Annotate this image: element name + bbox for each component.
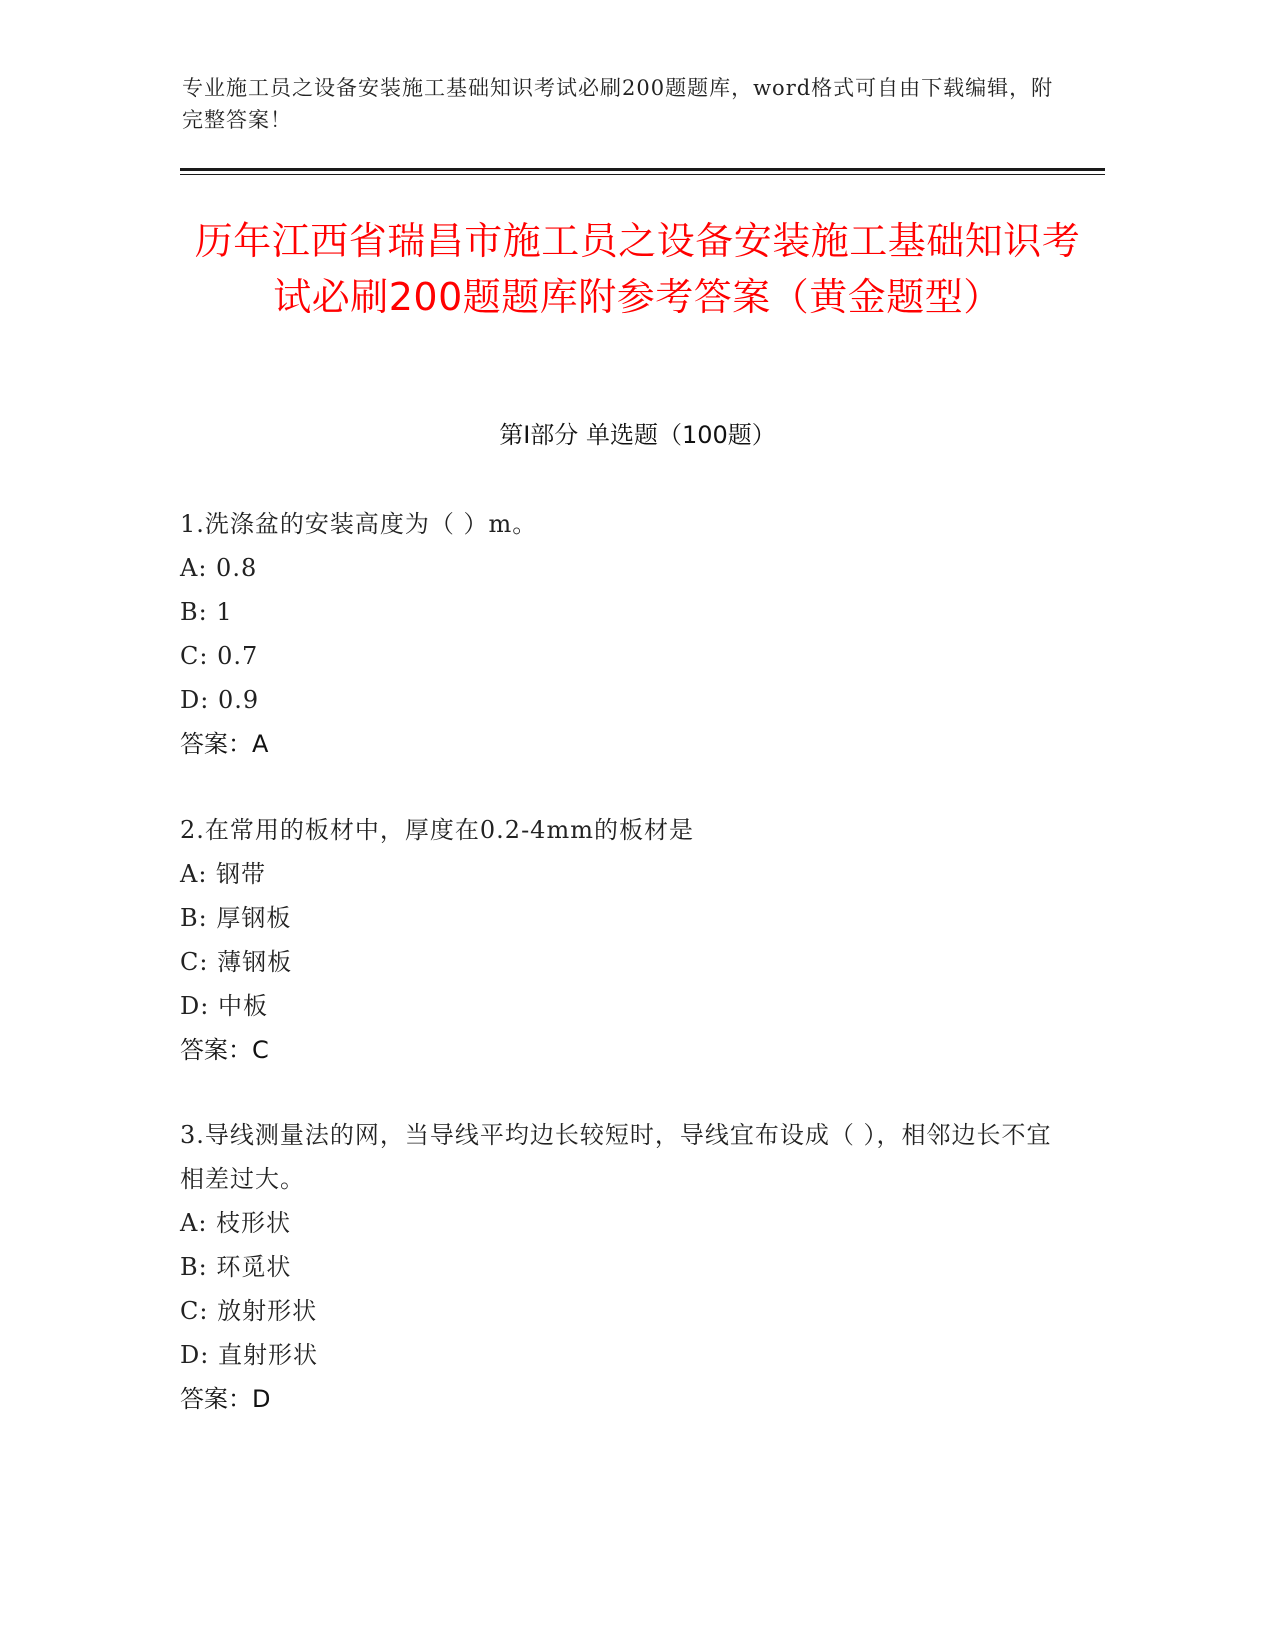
section-title: 第Ⅰ部分 单选题（100题） [499, 421, 776, 449]
question-2 [180, 808, 1060, 1072]
question-stem: 2.在常用的板材中，厚度在0.2-4mm的板材是 [180, 816, 694, 844]
answer: 答案：D [180, 1385, 271, 1413]
option-b: B: 厚钢板 [180, 904, 292, 932]
option-d: D: 中板 [180, 992, 268, 1020]
document-title: 历年江西省瑞昌市施工员之设备安装施工基础知识考试必刷200题题库附参考答案（黄金题型） [194, 219, 1081, 319]
answer: 答案：A [180, 730, 269, 758]
option-b: B: 环觅状 [180, 1253, 292, 1281]
question-stem: 1.洗涤盆的安装高度为（ ）m。 [180, 510, 538, 538]
header-rule-thick [180, 168, 1105, 171]
header-rule-thin [180, 174, 1105, 175]
option-c: C: 薄钢板 [180, 948, 293, 976]
answer: 答案：C [180, 1036, 269, 1064]
option-d: D: 0.9 [180, 686, 260, 714]
question-3 [180, 1113, 1060, 1421]
question-1 [180, 502, 1060, 766]
option-b: B: 1 [180, 598, 233, 626]
header-note: 专业施工员之设备安装施工基础知识考试必刷200题题库，word格式可自由下载编辑，附完整答案！ [182, 76, 1054, 132]
option-a: A: 枝形状 [180, 1209, 292, 1237]
question-stem: 3.导线测量法的网，当导线平均边长较短时，导线宜布设成（ ），相邻边长不宜相差过大。 [180, 1121, 1052, 1193]
option-c: C: 0.7 [180, 642, 259, 670]
option-c: C: 放射形状 [180, 1297, 318, 1325]
option-a: A: 0.8 [180, 554, 258, 582]
option-a: A: 钢带 [180, 860, 267, 888]
option-d: D: 直射形状 [180, 1341, 318, 1369]
